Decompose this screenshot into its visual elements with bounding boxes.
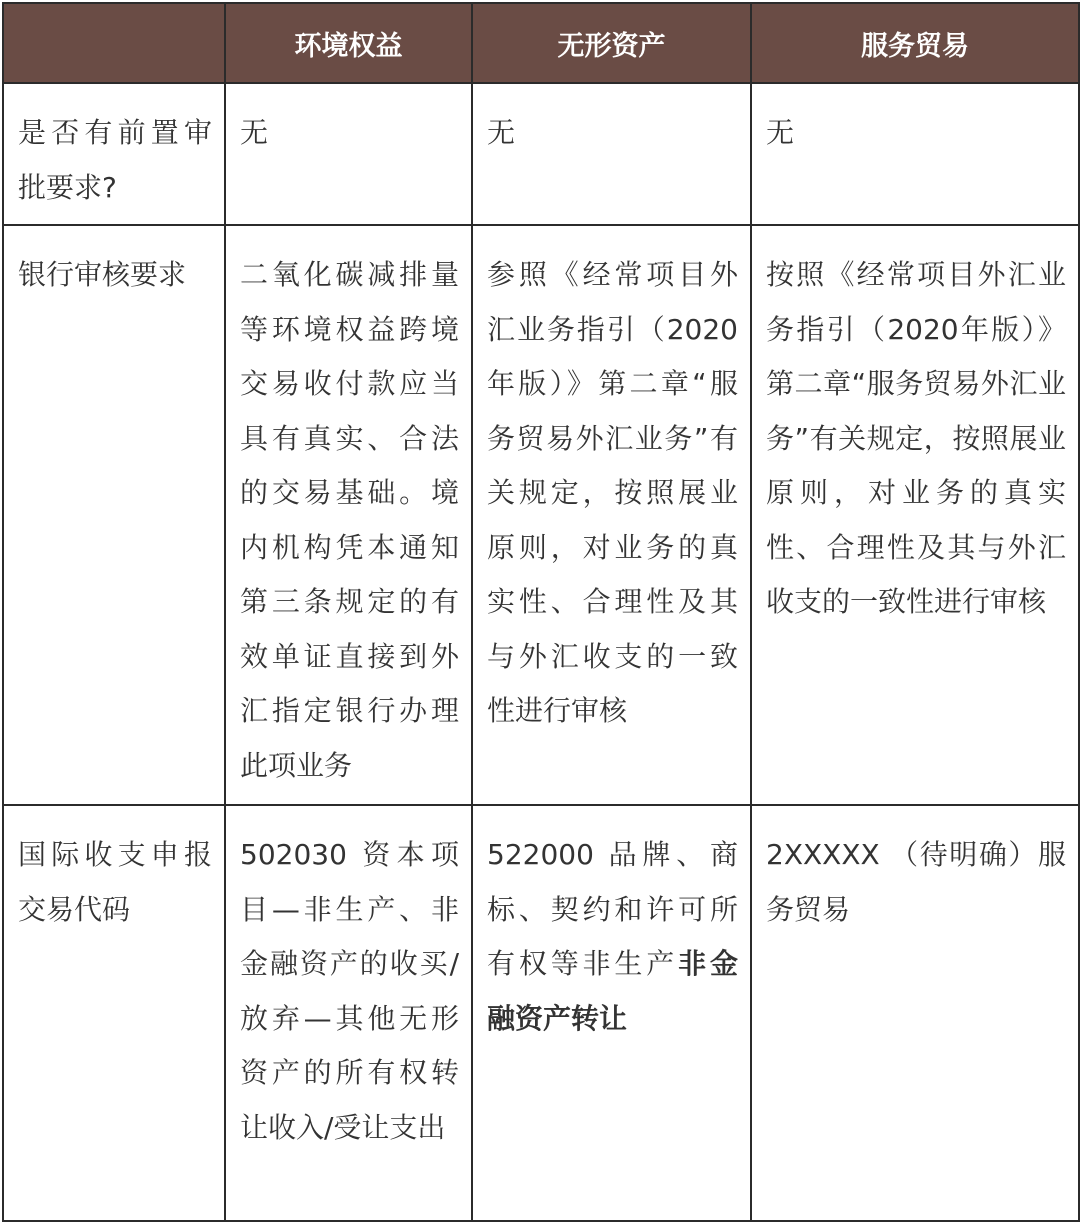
header-row <box>3 3 1079 83</box>
cell-pre-approval-service: 无 <box>751 83 1079 225</box>
row-label-bank-review: 银行审核要求 <box>3 225 225 805</box>
cell-bop-code-service: 2XXXXX （待明确）服务贸易 <box>751 805 1079 1221</box>
cell-bank-review-intangible: 参照《经常项目外汇业务指引（2020年版）》第二章“服务贸易外汇业务”有关规定，按照展业原则，对业务的真实性、合理性及其与外汇收支的一致性进行审核 <box>472 225 751 805</box>
cell-bop-code-intangible-text: 522000 品牌、商标、契约和许可所有权等非生产 <box>487 838 738 980</box>
table-row-pre-approval <box>3 83 1079 225</box>
header-empty <box>3 3 225 83</box>
header-environmental-rights: 环境权益 <box>225 3 472 83</box>
cell-bank-review-environmental: 二氧化碳减排量等环境权益跨境交易收付款应当具有真实、合法的交易基础。境内机构凭本通知第三条规定的有效单证直接到外汇指定银行办理此项业务 <box>225 225 472 805</box>
comparison-table <box>2 2 1080 1222</box>
table-row-bank-review <box>3 225 1079 805</box>
header-intangible-assets: 无形资产 <box>472 3 751 83</box>
row-label-pre-approval: 是否有前置审批要求? <box>3 83 225 225</box>
table-row-bop-code <box>3 805 1079 1221</box>
row-label-bop-code: 国际收支申报交易代码 <box>3 805 225 1221</box>
cell-bank-review-service: 按照《经常项目外汇业务指引（2020年版）》第二章“服务贸易外汇业务”有关规定，按照展业原则，对业务的真实性、合理性及其与外汇收支的一致性进行审核 <box>751 225 1079 805</box>
cell-bop-code-intangible <box>472 805 751 1221</box>
cell-pre-approval-environmental: 无 <box>225 83 472 225</box>
header-service-trade: 服务贸易 <box>751 3 1079 83</box>
cell-bop-code-intangible-bold: 非金融资产转让 <box>487 947 738 1035</box>
cell-pre-approval-intangible: 无 <box>472 83 751 225</box>
cell-bop-code-environmental: 502030 资本项目—非生产、非金融资产的收买/放弃—其他无形资产的所有权转让收入/受让支出 <box>225 805 472 1221</box>
